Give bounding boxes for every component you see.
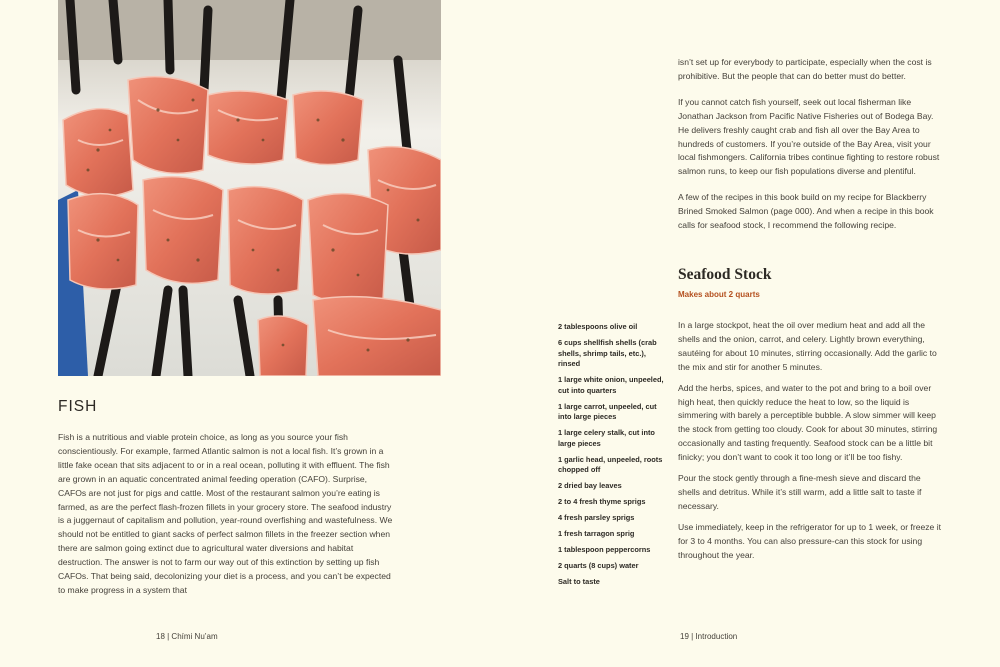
method-step: Use immediately, keep in the refrigerator for up to 1 week, or freeze it for 3 to 4 months. You can also pressure-can this stock for using throughout the year. <box>678 521 942 560</box>
ingredient-item: 2 to 4 fresh thyme sprigs <box>558 497 646 507</box>
ingredient-item: 1 fresh tarragon sprig <box>558 529 635 539</box>
ingredient-item: 1 large celery stalk, cut into large pieces <box>558 428 655 448</box>
ingredient-item: 1 large carrot, unpeeled, cut into large pieces <box>558 401 657 422</box>
ingredient-item: Salt to taste <box>558 577 600 587</box>
folio-left: 18 | Chími Nu’am <box>156 632 218 641</box>
method-text <box>678 319 943 570</box>
body-paragraph: Fish is a nutritious and viable protein choice, as long as you source your fish conscientiously. For example, farmed Atlantic salmon is not a local fish. It’s grown in a little fake ocean that sits adjacent to or in a real ocean, polluting it with effluent. The fish are grown in an aquatic concentrated animal feeding operation (CAFO). Surprise, CAFOs are not just for pigs and cattle. Most of the restaurant salmon you’re eating is farmed, as are the perfect flash-frozen fillets in your grocery store. The seafood industry is a juggernaut of capitalism and pollution, year-round overfishing and wastefulness. We should not be entitled to giant sacks of perfect salmon fillets in the freezer section when there are salmon going extinct due to agricultural water diversions and habitat destruction. The answer is not to farm our way out of this extinction by setting up fish CAFOs. That being said, decolonizing your diet is a process, and you can’t be expected to make progress in a system that <box>58 432 393 595</box>
intro-paragraph: If you cannot catch fish yourself, seek out local fisherman like Jonathan Jackson from Pacific Native Fisheries out of Bodega Bay. He delivers freshly caught crab and fish all over the Bay Area to hundreds of customers. If you’re outside of the Bay Area, visit your local fishmongers. California tribes continue fighting to restore robust salmon runs, to keep our fish populations diverse and plentiful. <box>678 96 940 177</box>
intro-paragraph: A few of the recipes in this book build on my recipe for Blackberry Brined Smoked Salmon (page 000). And when a recipe in this book calls for seafood stock, I recommend the following recipe. <box>678 192 934 231</box>
body-text <box>58 431 396 598</box>
ingredient-item: 4 fresh parsley sprigs <box>558 513 635 523</box>
ingredient-item: 1 large white onion, unpeeled, cut into quarters <box>558 375 664 395</box>
method-step: Add the herbs, spices, and water to the pot and bring to a boil over high heat, then quickly reduce the heat to low, so the liquid is simmering with barely a perceptible bubble. A slow simmer will keep the stock from getting too cloudy. Cook for about 30 minutes, stirring occasionally and tasting frequently. Seafood stock can be a little bit finicky; you don’t want to cook it too long or it’ll be too fishy. <box>678 382 938 463</box>
method-step: In a large stockpot, heat the oil over medium heat and add all the shells and the onion, carrot, and celery. Lightly brown everything, sautéing for about 10 minutes, stirring occasionally. Add the garlic to the mix and stir for another 5 minutes. <box>678 320 937 372</box>
salmon-illustration <box>58 0 441 376</box>
recipe-title: Seafood Stock <box>678 266 772 283</box>
recipe-yield: Makes about 2 quarts <box>678 290 760 299</box>
ingredient-list <box>558 322 668 593</box>
folio-right: 19 | Introduction <box>680 632 738 641</box>
ingredient-item: 1 garlic head, unpeeled, roots chopped off <box>558 454 663 475</box>
ingredient-item: 2 quarts (8 cups) water <box>558 561 639 571</box>
salmon-skewers-photo <box>58 0 441 376</box>
ingredient-item: 6 cups shellfish shells (crab shells, shrimp tails, etc.), rinsed <box>558 337 657 369</box>
right-page <box>500 0 1000 667</box>
method-step: Pour the stock gently through a fine-mesh sieve and discard the shells and detritus. While it’s still warm, add a little salt to taste if necessary. <box>678 473 922 511</box>
ingredient-item: 2 dried bay leaves <box>558 481 622 491</box>
intro-text <box>678 56 943 245</box>
ingredient-item: 2 tablespoons olive oil <box>558 322 638 331</box>
ingredient-item: 1 tablespoon peppercorns <box>558 545 651 555</box>
intro-paragraph: isn’t set up for everybody to participate, especially when the cost is prohibitive. But the people that can do better must do better. <box>678 57 932 81</box>
section-title: FISH <box>58 398 98 415</box>
